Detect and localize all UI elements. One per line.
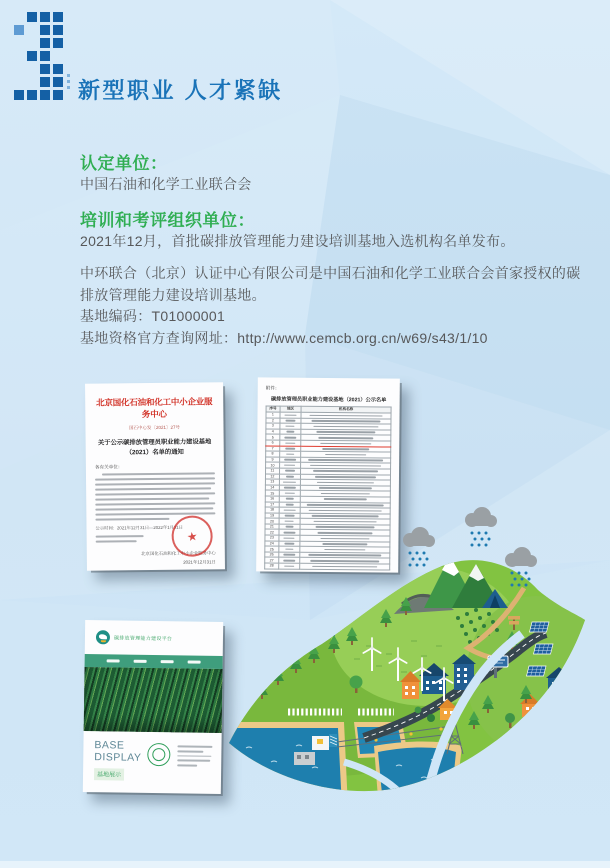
table-row: 19 — [265, 513, 390, 520]
base-display-block — [94, 739, 142, 782]
table-row: 21 — [265, 524, 390, 531]
table-row: 12 — [265, 473, 390, 480]
nav-item — [134, 660, 147, 663]
table-row: 24 — [265, 541, 390, 548]
nav-item — [161, 660, 174, 663]
table-row: 10 — [266, 462, 391, 469]
col-org: 机构名称 — [301, 406, 391, 413]
notice-letter-document — [85, 382, 225, 570]
base-code-line: 基地编码：T01000001 — [80, 308, 226, 324]
table-row: 8 — [266, 451, 391, 458]
table-row: 11 — [266, 468, 391, 475]
table-row: 17 — [265, 501, 390, 508]
pine-tree-icon — [550, 695, 562, 713]
nav-item — [107, 660, 120, 663]
list-title: 碳排放管理员职业能力建设基地（2021）公示名单 — [270, 396, 387, 404]
letter-sign-org: 北京国化石油和化工中小企业服务中心 — [141, 550, 216, 557]
eco-leaf-illustration — [226, 496, 610, 808]
certify-unit-heading: 认定单位： — [80, 154, 168, 173]
table-row: 6 — [266, 440, 391, 447]
attachment-label: 附件： — [265, 385, 280, 391]
table-row: 23 — [265, 535, 390, 542]
col-region: 地区 — [280, 406, 301, 412]
nav-item — [188, 661, 201, 664]
base-display-en: BASE DISPLAY — [94, 739, 142, 764]
brochure-footer — [83, 731, 222, 783]
bottom-strip — [0, 861, 610, 868]
base-display-brochure — [83, 620, 223, 794]
table-row: 14 — [265, 485, 390, 492]
letter-title: 关于公示碳排放管理员职业能力建设基地（2021）名单的通知 — [97, 438, 212, 457]
table-row: 2 — [266, 418, 391, 425]
page-title: 新型职业 人才紧缺 — [78, 78, 283, 103]
letter-org-title: 北京国化石油和化工中小企业服务中心 — [96, 396, 213, 420]
query-url-line: 基地资格官方查询网址：http://www.cemcb.org.cn/w69/s43/1/10 — [80, 330, 488, 346]
table-row: 5 — [266, 434, 391, 441]
letter-sign-date: 2021年12月31日 — [183, 559, 216, 565]
table-row: 22 — [265, 529, 390, 536]
green-seal-icon — [147, 743, 170, 766]
table-row: 7 — [266, 446, 391, 453]
letter-notice-time: 公示时间：2021年12月31日—2022年1月31日 — [95, 524, 183, 531]
training-unit-body: 2021年12月，首批碳排放管理能力建设培训基地入选机构名单发布。 — [80, 233, 515, 249]
table-row: 13 — [265, 479, 390, 486]
solar-panel-icon — [527, 666, 546, 676]
intro-paragraph: 中环联合（北京）认证中心有限公司是中国石油和化学工业联合会首家授权的碳排放管理能力建设培训基地。 — [80, 265, 581, 303]
brochure-header — [85, 620, 223, 656]
cloud-rain-icon — [465, 507, 497, 547]
base-display-cn: 基地展示 — [94, 768, 124, 780]
certify-unit-body: 中国石油和化学工业联合会 — [80, 176, 252, 192]
table-row: 9 — [266, 457, 391, 464]
table-row: 18 — [265, 507, 390, 514]
training-unit-heading: 培训和考评组织单位： — [80, 211, 255, 230]
letter-doc-number: 国石中心发〔2021〕27号 — [128, 424, 181, 431]
letter-body-lines — [95, 472, 215, 520]
table-row: 16 — [265, 496, 390, 503]
table-row: 15 — [265, 490, 390, 497]
pine-tree-icon — [570, 649, 582, 667]
bamboo-forest-photo — [84, 667, 223, 733]
solar-panel-icon — [534, 644, 553, 654]
solar-panel-icon — [530, 622, 549, 632]
platform-logo-icon — [96, 630, 110, 644]
col-seq: 序号 — [266, 406, 280, 412]
table-row: 1 — [266, 412, 391, 419]
red-stamp-icon: ★ — [169, 513, 216, 560]
brochure-info-lines — [177, 742, 214, 783]
table-row: 27 — [265, 557, 390, 564]
letter-salutation: 各有关单位： — [94, 464, 123, 470]
cloud-rain-icon — [403, 527, 435, 567]
table-row: 25 — [265, 546, 390, 553]
table-row: 20 — [265, 518, 390, 525]
table-row: 28 — [265, 563, 390, 570]
table-row: 3 — [266, 423, 391, 430]
platform-name: 碳排放管理能力建设平台 — [113, 634, 173, 642]
house-icon — [307, 607, 338, 636]
table-row: 4 — [266, 429, 391, 436]
table-row: 26 — [265, 552, 390, 559]
